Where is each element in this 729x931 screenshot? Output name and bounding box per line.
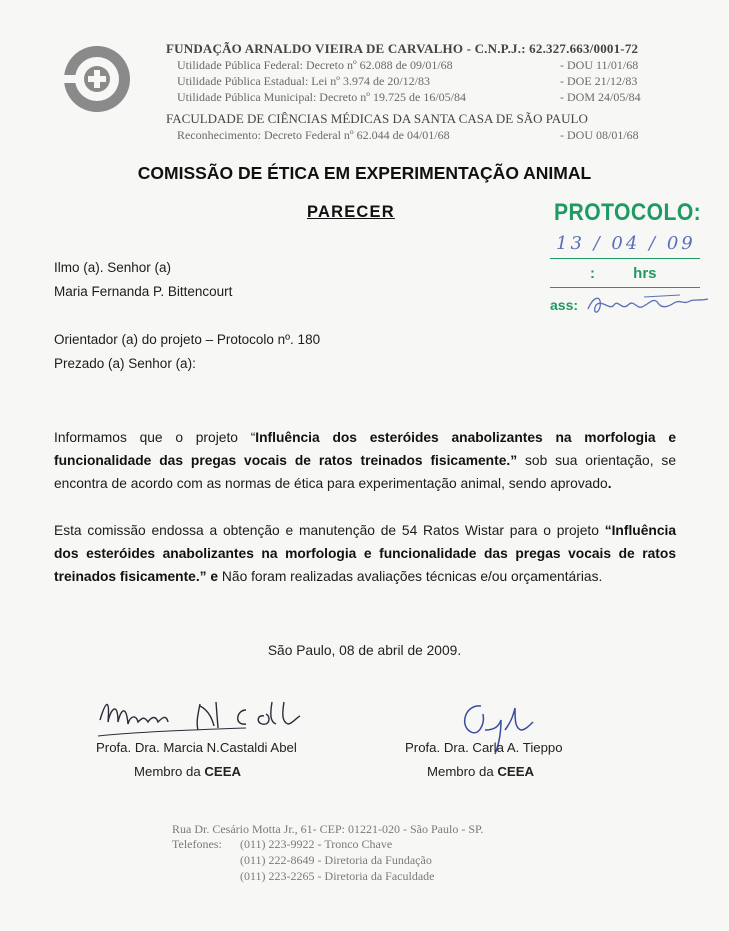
stamp-initials-signature [584, 291, 714, 319]
signatory-2-org: CEEA [497, 764, 535, 779]
utility-state-ref: - DOE 21/12/83 [560, 74, 638, 88]
signatory-2-role-prefix: Membro da [427, 764, 498, 779]
signatory-1-role [134, 764, 241, 779]
signatory-1-org: CEEA [204, 764, 242, 779]
greeting: Prezado (a) Senhor (a): [54, 356, 196, 371]
p1-body: sob sua orientação, se encontra de acordo com as normas de ética para experimentação animal, sendo aprovado [54, 453, 676, 491]
p1-end: . [607, 476, 612, 491]
p2-project-title: “Influência dos esteróides anabolizantes na morfologia e funcionalidade das pregas vocais de ratos treinados fisicamente.” e [54, 523, 676, 584]
signatory-2-name: Profa. Dra. Carla A. Tieppo [405, 740, 563, 755]
document-heading: COMISSÃO DE ÉTICA EM EXPERIMENTAÇÃO ANIMAL [137, 163, 592, 183]
footer-phone-1: (011) 223-9922 - Tronco Chave [240, 837, 393, 851]
foundation-name: FUNDAÇÃO ARNALDO VIEIRA DE CARVALHO - C.N.P.J.: 62.327.663/0001-72 [166, 41, 639, 56]
signatory-1-name: Profa. Dra. Marcia N.Castaldi Abel [96, 740, 297, 755]
p2-intro: Esta comissão endossa a obtenção e manutenção de 54 Ratos Wistar para o projeto [54, 523, 605, 538]
document-subheading: PARECER [307, 203, 395, 221]
utility-federal-ref: - DOU 11/01/68 [560, 58, 639, 72]
footer-address: Rua Dr. Cesário Motta Jr., 61- CEP: 01221-020 - São Paulo - SP. [172, 822, 484, 836]
paragraph-endorsement [54, 519, 676, 588]
paragraph-approval [54, 426, 676, 495]
p1-project-title: Influência dos esteróides anabolizantes na morfologia e funcionalidade das pregas vocais de ratos treinados fisicamente.” [54, 430, 676, 468]
footer-phone-3: (011) 223-2265 - Diretoria da Faculdade [240, 869, 435, 883]
p2-body: Não foram realizadas avaliações técnicas e/ou orçamentárias. [218, 569, 603, 584]
footer-phones-label: Telefones: [172, 837, 222, 851]
stamp-hrs: hrs [633, 265, 657, 282]
faculty-name: FACULDADE DE CIÊNCIAS MÉDICAS DA SANTA CASA DE SÃO PAULO [166, 111, 588, 126]
signatory-2-role [427, 764, 534, 779]
stamp-date: 13 / 04 / 09 [556, 233, 696, 254]
recognition-ref: - DOU 08/01/68 [560, 128, 639, 142]
stamp-time-line [550, 287, 700, 288]
stamp-title: PROTOCOLO: [554, 199, 702, 226]
recognition: Reconhecimento: Decreto Federal nº 62.044 de 04/01/68 [177, 128, 450, 142]
p1-intro: Informamos que o projeto “ [54, 430, 256, 445]
place-date: São Paulo, 08 de abril de 2009. [267, 643, 462, 658]
utility-municipal-ref: - DOM 24/05/84 [560, 90, 641, 104]
utility-municipal: Utilidade Pública Municipal: Decreto nº 19.725 de 16/05/84 [177, 90, 466, 104]
stamp-time [590, 265, 657, 282]
advisor-line: Orientador (a) do projeto – Protocolo nº. 180 [54, 332, 321, 347]
signature-marcia-abel [96, 692, 326, 742]
institution-logo [62, 44, 132, 114]
stamp-date-line [550, 258, 700, 259]
protocol-stamp [548, 199, 718, 329]
recipient-salutation: Ilmo (a). Senhor (a) [54, 260, 172, 275]
signatory-1-role-prefix: Membro da [134, 764, 205, 779]
footer-phone-2: (011) 222-8649 - Diretoria da Fundação [240, 853, 432, 867]
stamp-time-sep: : [590, 265, 595, 282]
stamp-ass-label: ass: [550, 297, 579, 313]
utility-federal: Utilidade Pública Federal: Decreto nº 62.088 de 09/01/68 [177, 58, 453, 72]
utility-state: Utilidade Pública Estadual: Lei nº 3.974 de 20/12/83 [177, 74, 431, 88]
recipient-name: Maria Fernanda P. Bittencourt [54, 284, 233, 299]
